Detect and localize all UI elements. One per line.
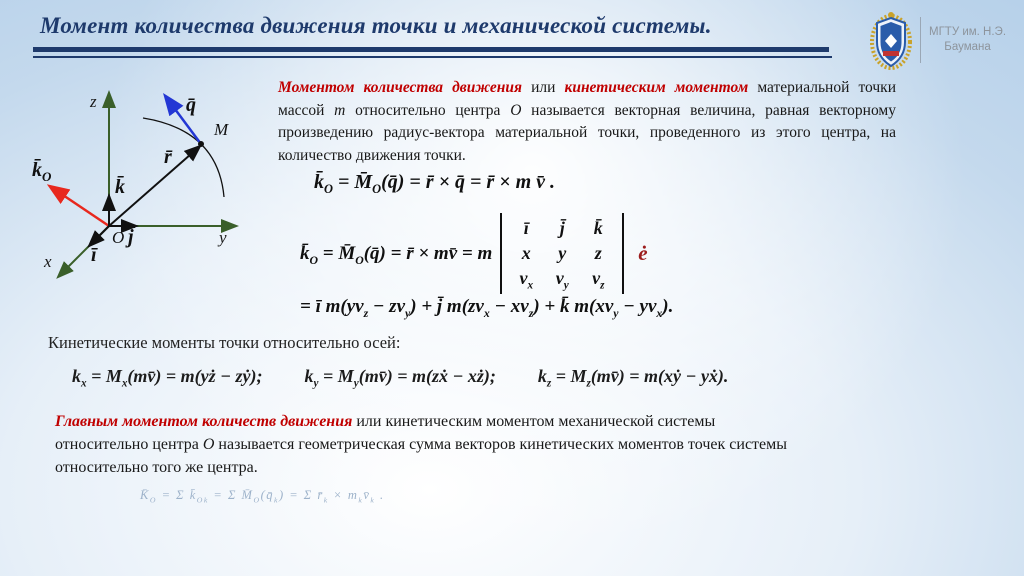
det-cell: x — [521, 243, 531, 263]
det-cell: k̄ — [593, 218, 603, 238]
det-cell: $v_z$ — [592, 268, 605, 292]
formula-kz: $k_z$ = $M_z(mv̄)$ = m(xẏ − yẋ). — [537, 366, 729, 390]
university-name-line1: МГТУ им. Н.Э. — [929, 26, 1007, 38]
det-cell: $v_x$ — [519, 268, 534, 292]
det-cell: ī — [523, 218, 529, 238]
axes-caption: Кинетические моменты точки относительно осей: — [48, 333, 401, 352]
university-name — [929, 25, 1006, 55]
formula-system-moment: $K̄_O = \Sigma$ $k̄_{Ok} = \Sigma$ $M̄_O(q̄_k) = \Sigma$ $r̄_k$ × $m_kv̄_k$ . — [140, 488, 385, 505]
page-title: Момент количества движения точки и механической системы. — [40, 13, 712, 38]
unit-i-label: ī — [91, 244, 97, 266]
kinetic-moment-vector-ko — [51, 187, 109, 226]
origin-label: O — [112, 228, 125, 247]
determinant-lead: $k̄_O$ = $M̄_O(q̄)$ = r̄ × mv̄ = m — [300, 242, 493, 267]
kinetic-moment-label-sub: O — [42, 169, 52, 184]
point-m-label: M — [214, 120, 229, 139]
x-axis-label: x — [44, 252, 52, 271]
kinetic-moment-label — [32, 158, 52, 184]
formula-ky: $k_y$ = $M_y(mv̄)$ = m(zẋ − xż); — [304, 366, 496, 390]
det-cell: z — [594, 243, 602, 263]
unit-vector-i — [90, 226, 109, 245]
coordinate-diagram — [16, 80, 264, 294]
momentum-vector-label: q̄ — [186, 94, 196, 116]
formula-determinant — [300, 213, 648, 294]
det-cell: j̄ — [559, 218, 565, 238]
unit-j-label: j̄ — [128, 226, 134, 248]
university-logo — [868, 8, 1018, 72]
det-cell: $v_y$ — [555, 268, 569, 292]
main-moment-paragraph: Главным моментом количеств движения или кинетическим моментом механической системы относительно центра O называется геометрическая сумма векторов кинетических моментов точек системы относительно того же центра. — [55, 413, 788, 476]
university-emblem-icon — [868, 10, 914, 70]
formula-vector-moment: $k̄_O$ = $M̄_O(q̄)$ = r̄ × q̄ = r̄ × m v̄ . — [314, 171, 555, 196]
formula-expansion: = ī $m(yv_z - zv_y)$ + j̄ $m(zv_x - xv_z)$ + k̄ $m(xv_y - yv_x)$. — [300, 296, 674, 320]
determinant-matrix — [500, 213, 624, 294]
z-axis-label: z — [90, 92, 97, 111]
logo-divider — [920, 17, 921, 63]
formula-axis-moments — [72, 366, 729, 390]
continuation-mark: ė — [638, 241, 648, 265]
title-divider-thick — [33, 47, 829, 52]
unit-k-label: k̄ — [115, 176, 125, 198]
university-name-line2: Баумана — [944, 41, 991, 53]
radius-vector-label: r̄ — [164, 146, 172, 168]
point-m-dot — [198, 141, 204, 147]
formula-kx: $k_x$ = $M_x(mv̄)$ = m(yż − zẏ); — [72, 366, 263, 390]
kinetic-moment-label-main: k̄ — [32, 159, 42, 181]
title-divider-thin — [33, 56, 832, 58]
y-axis-label: y — [219, 228, 227, 247]
det-cell: y — [558, 243, 567, 263]
definition-paragraph: Моментом количества движения или кинетическим моментом материальной точки массой m относительно центра O называется векторная величина, равная векторному произведению радиус-вектора материальной точки, проведенного из этого центра, на количество движения точки. — [278, 79, 897, 164]
